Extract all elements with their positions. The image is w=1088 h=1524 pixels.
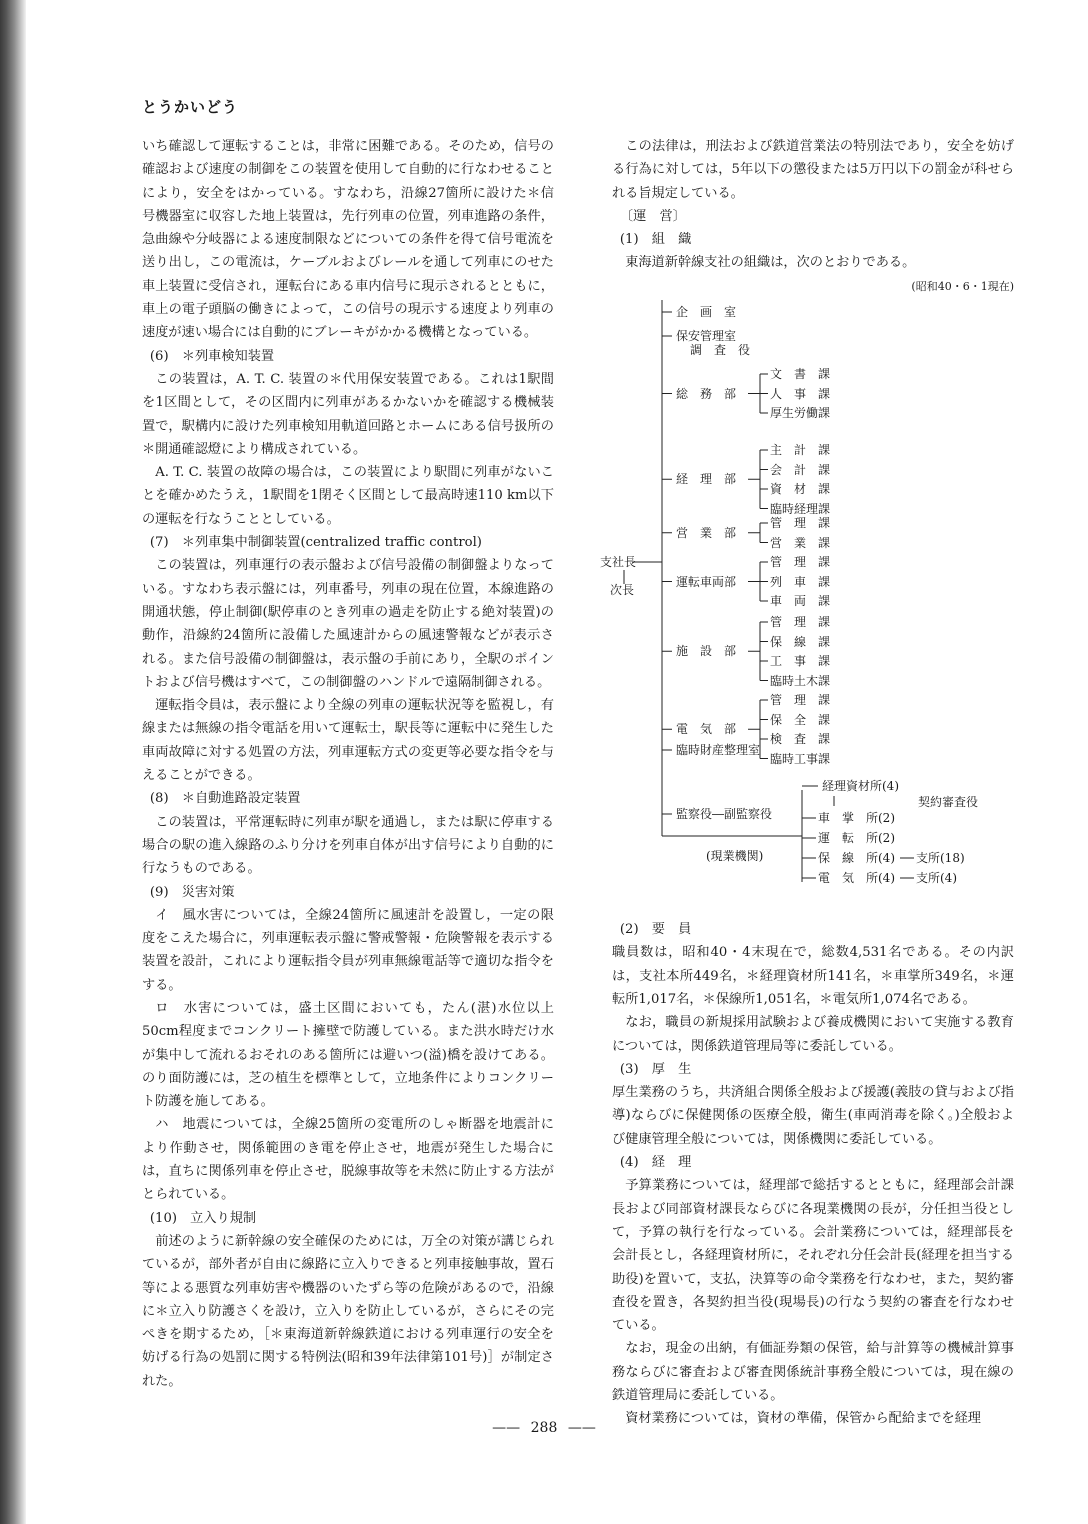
paragraph: この装置は，列車運行の表示盤および信号設備の制御盤よりなっている。すなわち表示盤には，列車番号，列車の現在位置，本線進路の開通状態，停止制御(駅停車のとき列車の過走を防止する絶対装置)の動作，沿線約24箇所に設備した風速計からの風速警報などが表示される。また信号設備の制御盤は，表示盤の手前にあり，全駅のポイントおよび信号機はすべて，この制御盤のハンドルで遠隔制御される。 [142,558,554,690]
paragraph: 厚生業務のうち，共済組合関係全般および援護(義肢の貸与および指導)ならびに保健関係の医療全般，衛生(車両消毒を除く。)全般および健康管理全般については，関係機関に委託している。 [612,1085,1014,1147]
org-field-contract: 契約審査役 [918,795,979,810]
org-section: 保 全 課 [770,712,831,727]
org-section: 検 査 課 [770,732,831,747]
paragraph: この装置は，平常運転時に列車が駅を通過し，または駅に停車する場合の駅の進入線路のふり分けを列車自体が出す信号により自動的に行なうものである。 [142,814,554,877]
org-field-label: (現業機関) [706,849,764,864]
paragraph: 運転指令員は，表示盤により全線の列車の運転状況等を監視し，有線または無線の指令電話を用いて運転士，駅長等に運転中に発生した車両故障に対する処置の方法，列車運転方式の変更等必要な指令を与えることができる。 [142,698,554,784]
right-bottom-text [612,918,1014,1431]
org-department: 電 気 部 [676,722,737,737]
org-section: 車 両 課 [770,594,831,609]
paragraph: ロ 水害については，盛土区間においても，たん(湛)水位以上50cm程度までコンクリート擁壁で防護している。また洪水時だけ水が集中して流れるおそれのある箇所には避いつ(溢)橋を設けてある。のり面防護には，芝の植生を標準として，立地条件によりコンクリート防護を施してある。 [142,1000,554,1110]
org-department: 総 務 部 [676,386,737,401]
paragraph: なお，現金の出納，有価証券類の保管，給与計算等の機械計算事務ならびに審査および審査関係統計事務全般については，現在線の鉄道管理局に委託している。 [612,1341,1014,1404]
org-department: 施 設 部 [676,644,737,659]
section-heading: 〔運 営〕 [619,208,686,224]
org-section: 会 計 課 [770,462,831,477]
paragraph: いち確認して運転することは，非常に困難である。そのため，信号の確認および速度の制御をこの装置を使用して自動的に行なわせることにより，安全をはかっている。すなわち，沿線27箇所に設けた＊信号機器室に収容した地上装置は，先行列車の位置，列車進路の条件，急曲線や分岐器による速度制限などについての条件を得て信号電流を送り出し，この電流は，ケーブルおよびレールを通して列車にのせた車上装置に受信され，運転台にある車内信号に現示されるとともに，車上の電子頭脳の働きによって，この信号の現示する速度より列車の速度が速い場合には自動的にブレーキがかかる機構となっている。 [142,139,554,341]
org-department: 営 業 部 [676,525,737,540]
section-heading: (10) 立入り規制 [149,1210,257,1226]
org-date-note: (昭和40・6・1現在) [911,279,1014,293]
paragraph: ハ 地震については，全線25箇所の変電所のしゃ断器を地震計により作動させ，関係範囲のき電を停止させ，地震が発生した場合には，直ちに関係列車を停止させ，脱線事故等を未然に防止する方法がとられている。 [142,1117,554,1203]
page-footer [0,1420,1088,1436]
org-section: 営 業 課 [770,535,831,550]
paragraph: イ 風水害については，全線24箇所に風速計を設置し，一定の限度をこえた場合に，列車運転表示盤に警戒警報・危険警報を表示する装置を設計，これにより運転指令員が列車無線電話等で適切な指令をする。 [142,907,554,993]
paragraph: 予算業務については，経理部で総括するとともに，経理部会計課長および同部資材課長ならびに各現業機関の長が，分任担当役として，予算の執行を行なっている。会計業務については，経理部長を会計長とし，各経理資材所に，それぞれ分任会計長(経理を担当する助役)を置いて，支払，決算等の命令業務を行なわせ，また，契約審査役を置き，各契約担当役(現場長)の行なう契約の審査を行なわせている。 [612,1178,1014,1334]
org-section: 列 車 課 [770,574,831,589]
org-section: 臨時土木課 [770,673,831,688]
org-staff-unit: 保安管理室 [676,329,737,344]
paragraph: 職員数は，昭和40・4末現在で，総数4,531名である。その内訳は，支社本所449名，＊経理資材所141名，＊車掌所349名，＊運転所1,017名，＊保線所1,051名，＊電気所1,074名である。 [612,945,1014,1007]
org-root: 支社長 [600,555,637,570]
org-temp-office: 臨時財産整理室 [676,743,761,758]
org-section: 工 事 課 [770,654,831,669]
section-heading: (9) 災害対策 [149,884,235,900]
org-department: 経 理 部 [676,472,737,487]
org-section: 資 材 課 [770,482,831,497]
org-root-deputy: 次長 [610,583,635,598]
org-section: 文 書 課 [770,367,831,382]
org-staff-unit: 企 画 室 [676,305,737,320]
right-column [600,135,1014,1431]
right-top-text [612,135,1014,275]
org-field-unit: 保 線 所(4) [818,851,895,866]
org-section: 臨時経理課 [770,501,831,516]
paragraph: なお，職員の新規採用試験および養成機関において実施する教育については，関係鉄道管理局等に委託している。 [612,1015,1014,1054]
org-section: 人 事 課 [770,386,831,401]
org-section: 臨時工事課 [770,751,831,766]
paragraph: 前述のように新幹線の安全確保のためには，万全の対策が講じられているが，部外者が自由に線路に立入りできると列車接触事故，置石等による悪質な列車妨害や機器のいたずら等の危険があるので，沿線に＊立入り防護さくを設け，立入りを防止しているが，さらにその完ぺきを期するため，［＊東海道新幹線鉄道における列車運行の安全を妨げる行為の処罰に関する特例法(昭和39年法律第101号)］が制定された。 [142,1233,554,1389]
org-field-unit: 車 掌 所(2) [818,811,895,826]
section-heading: (4) 経 理 [619,1155,692,1171]
section-heading: (6) ＊列車検知装置 [149,348,275,364]
paragraph: 東海道新幹線支社の組織は，次のとおりである。 [625,255,916,271]
paragraph: A. T. C. 装置の故障の場合は，この装置により駅間に列車がないことを確かめたうえ，1駅間を1閉そく区間として最高時速110 km以下の運転を行なうこととしている。 [142,465,554,527]
section-heading: (8) ＊自動進路設定装置 [149,791,301,807]
paragraph: この法律は，刑法および鉄道営業法の特別法であり，安全を妨げる行為に対しては，5年以下の懲役または5万円以下の罰金が科せられる旨規定している。 [612,139,1014,201]
section-heading: (1) 組 織 [619,232,692,248]
org-staff-unit: 調 査 役 [690,343,751,358]
org-section: 主 計 課 [770,443,831,458]
org-section: 保 線 課 [770,634,831,649]
running-title: とうかいどう [142,98,239,116]
org-chart [600,300,1014,918]
left-column [142,135,554,1393]
section-heading: (2) 要 員 [619,922,692,938]
paragraph: この装置は，A. T. C. 装置の＊代用保安装置である。これは1駅間を1区間として，その区間内に列車があるかないかを確認する機械装置で，駅構内に設けた列車検知用軌道回路とホームにある信号扱所の＊開通確認燈により構成されている。 [142,371,554,457]
org-department: 運転車両部 [676,574,737,589]
org-section: 管 理 課 [770,516,831,531]
org-field-branch: 支所(18) [916,851,965,866]
org-section: 管 理 課 [770,693,831,708]
org-field-top: 経理資材所(4) [822,779,899,794]
org-field-unit: 運 転 所(2) [818,831,895,846]
org-field-branch: 支所(4) [916,871,957,886]
section-heading: (7) ＊列車集中制御装置(centralized traffic control) [149,535,482,551]
org-section: 管 理 課 [770,615,831,630]
org-audit: 監察役―副監察役 [676,807,773,822]
footer-dash-left: —— [492,1420,521,1436]
page-number: 288 [530,1420,558,1436]
org-field-unit: 電 気 所(4) [818,871,895,886]
org-section: 厚生労働課 [770,406,831,421]
org-section: 管 理 課 [770,555,831,570]
footer-dash-right: —— [567,1420,596,1436]
section-heading: (3) 厚 生 [619,1061,692,1077]
paragraph: 資材業務については，資材の準備，保管から配給までを経理 [625,1411,981,1427]
